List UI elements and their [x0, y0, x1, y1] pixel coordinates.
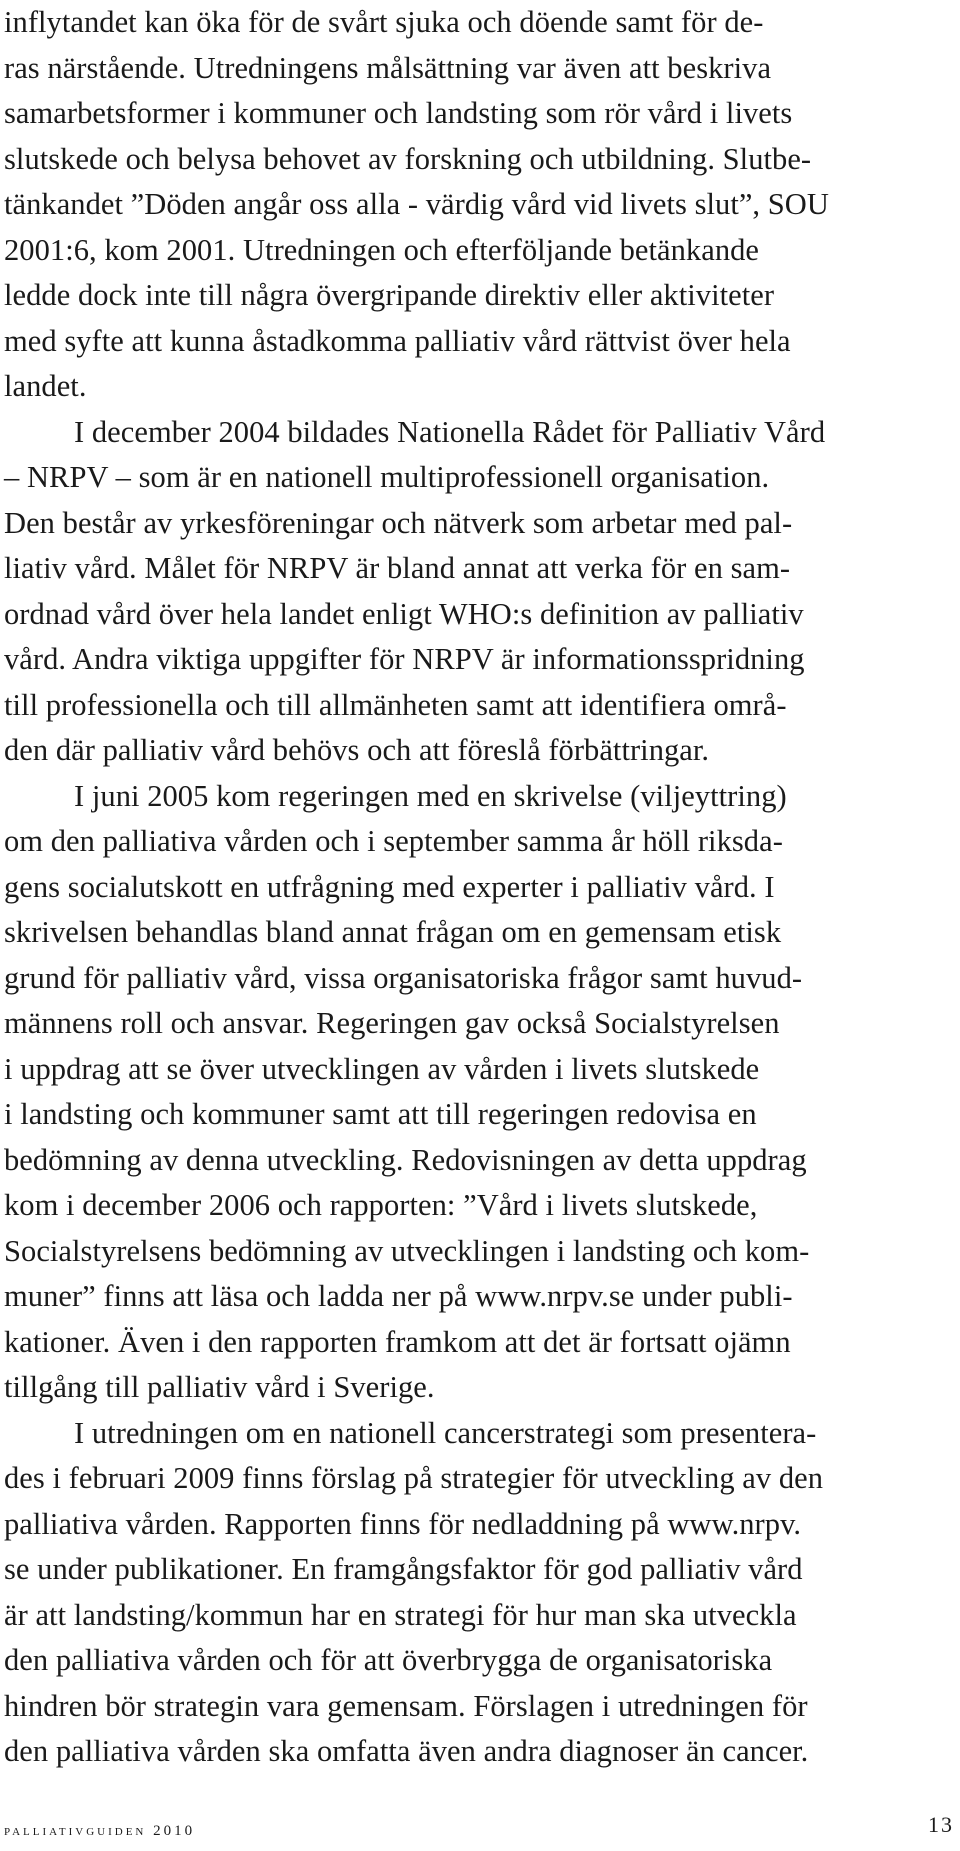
text-line: samarbetsformer i kommuner och landsting som rör vård i livets: [4, 96, 793, 130]
text-line: om den palliativa vården och i september samma år höll riksda-: [4, 824, 783, 858]
text-line: Socialstyrelsens bedömning av utvecklingen i landsting och kom-: [4, 1233, 810, 1268]
text-line: liativ vård. Målet för NRPV är bland annat att verka för en sam-: [4, 551, 791, 585]
text-line: des i februari 2009 finns förslag på strategier för utveckling av den: [4, 1461, 824, 1495]
text-line: se under publikationer. En framgångsfaktor för god palliativ vård: [4, 1552, 803, 1586]
text-line: tillgång till palliativ vård i Sverige.: [4, 1370, 435, 1404]
body-text: [4, 0, 954, 1775]
text-line: kationer. Även i den rapporten framkom att det är fortsatt ojämn: [4, 1324, 791, 1359]
text-line: I juni 2005 kom regeringen med en skrivelse (viljeyttring): [74, 778, 787, 813]
text-line: I utredningen om en nationell cancerstrategi som presentera-: [74, 1415, 817, 1450]
text-line: kom i december 2006 och rapporten: ”Vård i livets slutskede,: [4, 1188, 758, 1222]
text-line: – NRPV – som är en nationell multiprofessionell organisation.: [4, 460, 770, 494]
text-line: muner” finns att läsa och ladda ner på www.nrpv.se under publi-: [4, 1279, 793, 1313]
text-line: bedömning av denna utveckling. Redovisningen av detta uppdrag: [4, 1142, 807, 1177]
text-line: är att landsting/kommun har en strategi för hur man ska utveckla: [4, 1597, 797, 1632]
text-line: gens socialutskott en utfrågning med experter i palliativ vård. I: [4, 869, 775, 904]
text-line: i landsting och kommuner samt att till regeringen redovisa en: [4, 1097, 757, 1131]
text-line: palliativa vården. Rapporten finns för nedladdning på www.nrpv.: [4, 1506, 802, 1541]
running-footer-title: palliativguiden 2010: [4, 1823, 196, 1839]
text-line: till professionella och till allmänheten samt att identifiera områ-: [4, 687, 787, 722]
text-line: i uppdrag att se över utvecklingen av vården i livets slutskede: [4, 1051, 760, 1086]
text-line: männens roll och ansvar. Regeringen gav också Socialstyrelsen: [4, 1006, 780, 1040]
text-line: landet.: [4, 369, 87, 403]
text-line: den palliativa vården och för att överbrygga de organisatoriska: [4, 1643, 773, 1677]
text-line: grund för palliativ vård, vissa organisatoriska frågor samt huvud-: [4, 960, 803, 995]
text-line: vård. Andra viktiga uppgifter för NRPV är informationsspridning: [4, 642, 805, 676]
text-line: tänkandet ”Döden angår oss alla - värdig vård vid livets slut”, SOU: [4, 187, 829, 221]
text-line: I december 2004 bildades Nationella Rådet för Palliativ Vård: [74, 414, 826, 449]
text-line: slutskede och belysa behovet av forskning och utbildning. Slutbe-: [4, 141, 812, 176]
text-line: ras närstående. Utredningens målsättning var även att beskriva: [4, 50, 772, 85]
text-line: inflytandet kan öka för de svårt sjuka och döende samt för de-: [4, 5, 764, 39]
text-line: skrivelsen behandlas bland annat frågan om en gemensam etisk: [4, 915, 782, 949]
text-line: Den består av yrkesföreningar och nätverk som arbetar med pal-: [4, 505, 793, 540]
text-line: den där palliativ vård behövs och att föreslå förbättringar.: [4, 733, 710, 767]
text-line: den palliativa vården ska omfatta även andra diagnoser än cancer.: [4, 1734, 809, 1768]
text-line: med syfte att kunna åstadkomma palliativ vård rättvist över hela: [4, 323, 791, 358]
text-line: 2001:6, kom 2001. Utredningen och efterföljande betänkande: [4, 232, 760, 267]
text-line: ordnad vård över hela landet enligt WHO:s definition av palliativ: [4, 596, 804, 631]
page-number: 13: [928, 1812, 954, 1837]
text-line: ledde dock inte till några övergripande direktiv eller aktiviteter: [4, 278, 775, 312]
text-line: hindren bör strategin vara gemensam. Förslagen i utredningen för: [4, 1688, 808, 1723]
